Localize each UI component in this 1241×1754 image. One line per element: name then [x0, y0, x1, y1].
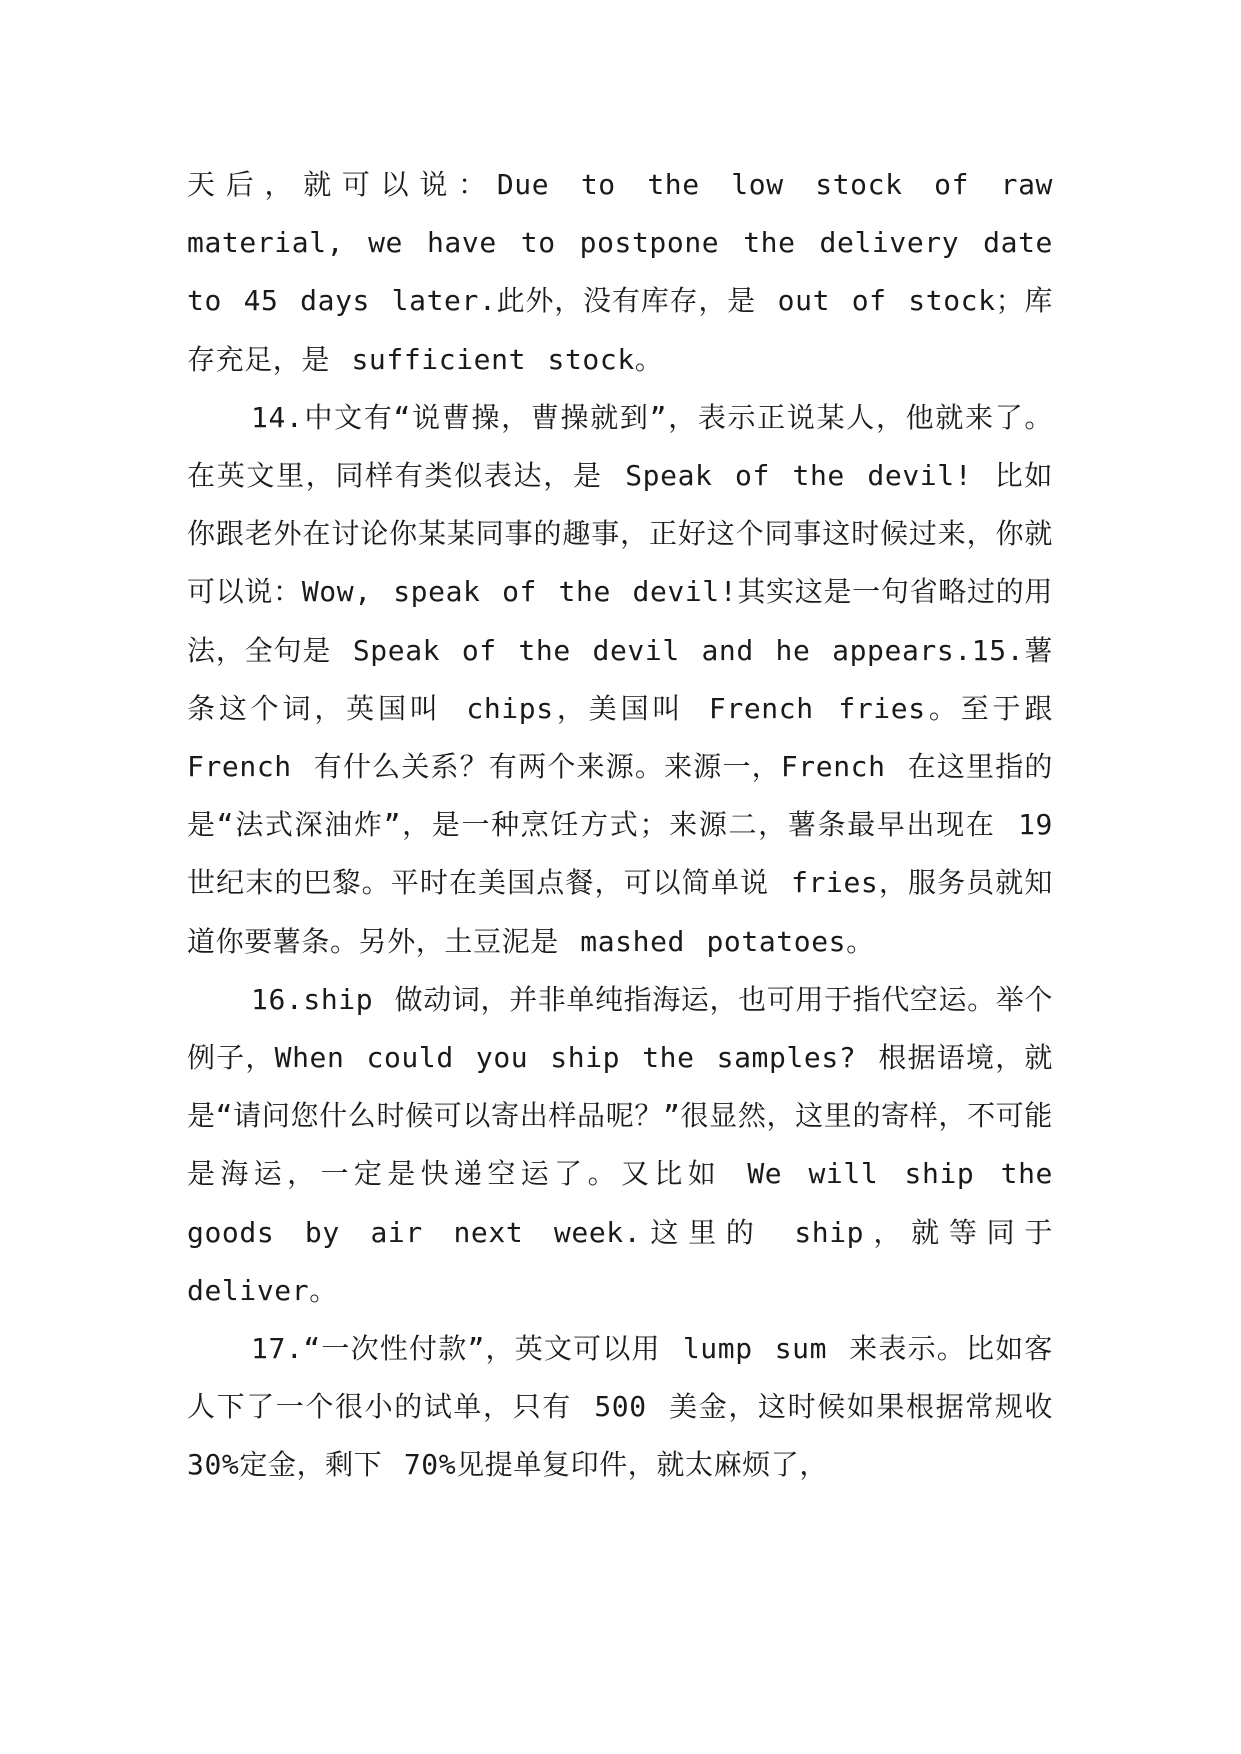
paragraph-14-speak-of-the-devil: 14.中文有“说曹操，曹操就到”，表示正说某人，他就来了。在英文里，同样有类似表达，是 Speak of the devil! 比如你跟老外在讨论你某某同事的趣事，正好这个同事这时候过来，你就可以说：Wow, speak of the devil!其实这是一句省略过的用法，全句是 Speak of the devil and he appears.15.薯条这个词，英国叫 chips，美国叫 French fries。至于跟 French 有什么关系？有两个来源。来源一，French 在这里指的是“法式深油炸”，是一种烹饪方式；来源二，薯条最早出现在 19 世纪末的巴黎。平时在美国点餐，可以简单说 fries，服务员就知道你要薯条。另外，土豆泥是 mashed potatoes。: [187, 400, 1053, 958]
document-page: [187, 156, 1053, 1495]
paragraph-16-ship: 16.ship 做动词，并非单纯指海运，也可用于指代空运。举个例子，When could you ship the samples? 根据语境，就是“请问您什么时候可以寄出样品呢？”很显然，这里的寄样，不可能是海运，一定是快递空运了。又比如 We will ship the goods by air next week.这里的 ship，就等同于 deliver。: [187, 982, 1053, 1307]
paragraph-17-lump-sum: 17.“一次性付款”，英文可以用 lump sum 来表示。比如客人下了一个很小的试单，只有 500 美金，这时候如果根据常规收 30%定金，剩下 70%见提单复印件，就太麻烦了，: [187, 1332, 1053, 1482]
paragraph-stock-tail: 天后，就可以说：Due to the low stock of raw material, we have to postpone the delivery date to 45 days later.此外，没有库存，是 out of stock；库存充足，是 sufficient stock。: [187, 168, 1053, 376]
